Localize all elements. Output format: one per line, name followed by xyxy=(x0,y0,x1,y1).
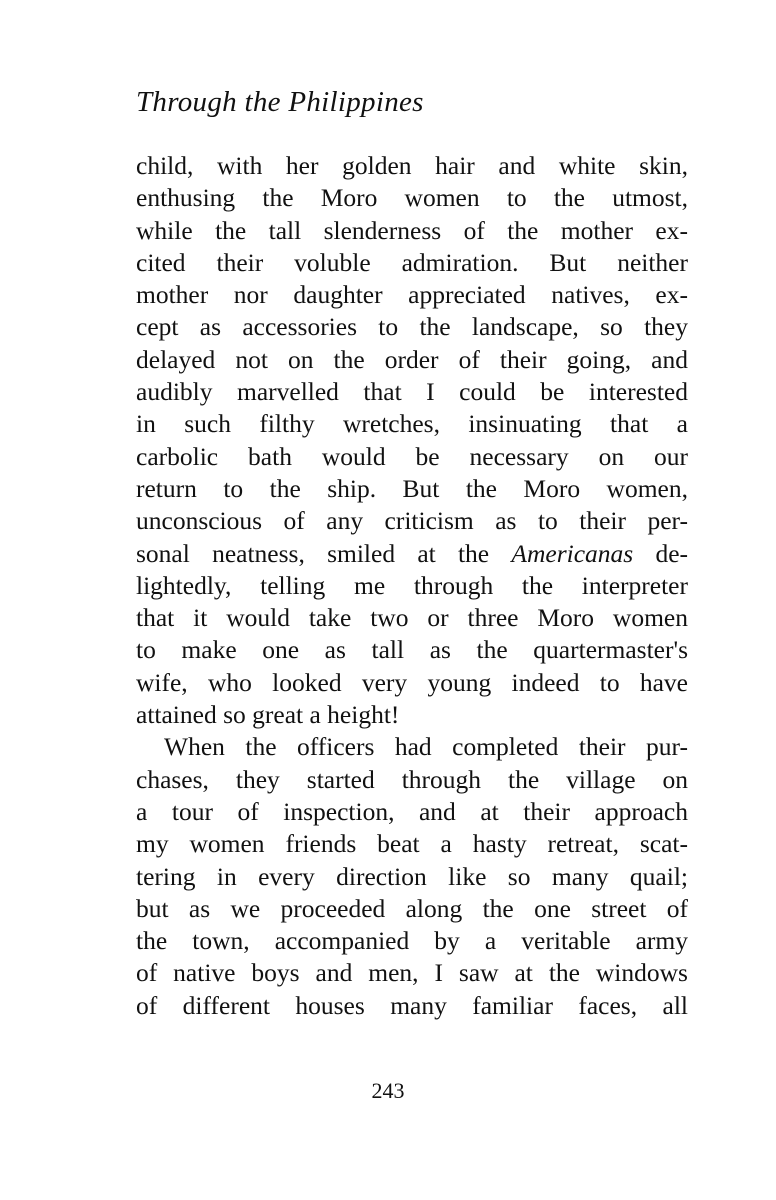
paragraph xyxy=(136,150,688,731)
text-line: lightedly, telling me through the interpreter xyxy=(136,570,688,600)
text-line: to make one as tall as the quartermaster's xyxy=(136,635,688,665)
page-number: 243 xyxy=(371,1078,405,1103)
text-line: but as we proceeded along the one street of xyxy=(136,893,688,923)
text-line-with-emphasis: sonal neatness, smiled at the Americanas de- xyxy=(136,538,689,568)
running-head: Through the Philippines xyxy=(136,86,424,118)
text-line: audibly marvelled that I could be interested xyxy=(136,377,688,407)
text-line: wife, who looked very young indeed to have xyxy=(136,667,688,697)
text-line: while the tall slenderness of the mother ex- xyxy=(136,215,688,245)
text-line: mother nor daughter appreciated natives, ex- xyxy=(136,280,688,310)
paragraph xyxy=(136,731,688,1022)
text-line: the town, accompanied by a veritable army xyxy=(136,926,688,956)
text-line: that it would take two or three Moro women xyxy=(136,603,688,633)
text-line: When the officers had completed their pur- xyxy=(164,732,688,762)
text-line: of different houses many familiar faces, all xyxy=(136,990,688,1020)
text-line: enthusing the Moro women to the utmost, xyxy=(136,183,688,213)
text-line: cited their voluble admiration. But neither xyxy=(136,247,688,277)
text-line: cept as accessories to the landscape, so they xyxy=(136,312,688,342)
text-line: my women friends beat a hasty retreat, scat- xyxy=(136,829,688,859)
text-line: attained so great a height! xyxy=(136,700,400,730)
body-text xyxy=(136,150,688,1022)
emphasized-word: Americanas xyxy=(511,538,634,568)
text-line: in such filthy wretches, insinuating that a xyxy=(136,409,688,439)
text-line: unconscious of any criticism as to their per- xyxy=(136,506,688,536)
text-line: carbolic bath would be necessary on our xyxy=(136,441,688,471)
text-line: tering in every direction like so many quail; xyxy=(136,861,688,891)
text-line: return to the ship. But the Moro women, xyxy=(136,473,688,503)
text-line: child, with her golden hair and white skin, xyxy=(136,151,688,180)
text-line: delayed not on the order of their going, and xyxy=(136,344,688,374)
text-line: of native boys and men, I saw at the windows xyxy=(136,958,688,988)
text-line: a tour of inspection, and at their approach xyxy=(136,796,688,826)
text-line: chases, they started through the village on xyxy=(136,764,688,794)
